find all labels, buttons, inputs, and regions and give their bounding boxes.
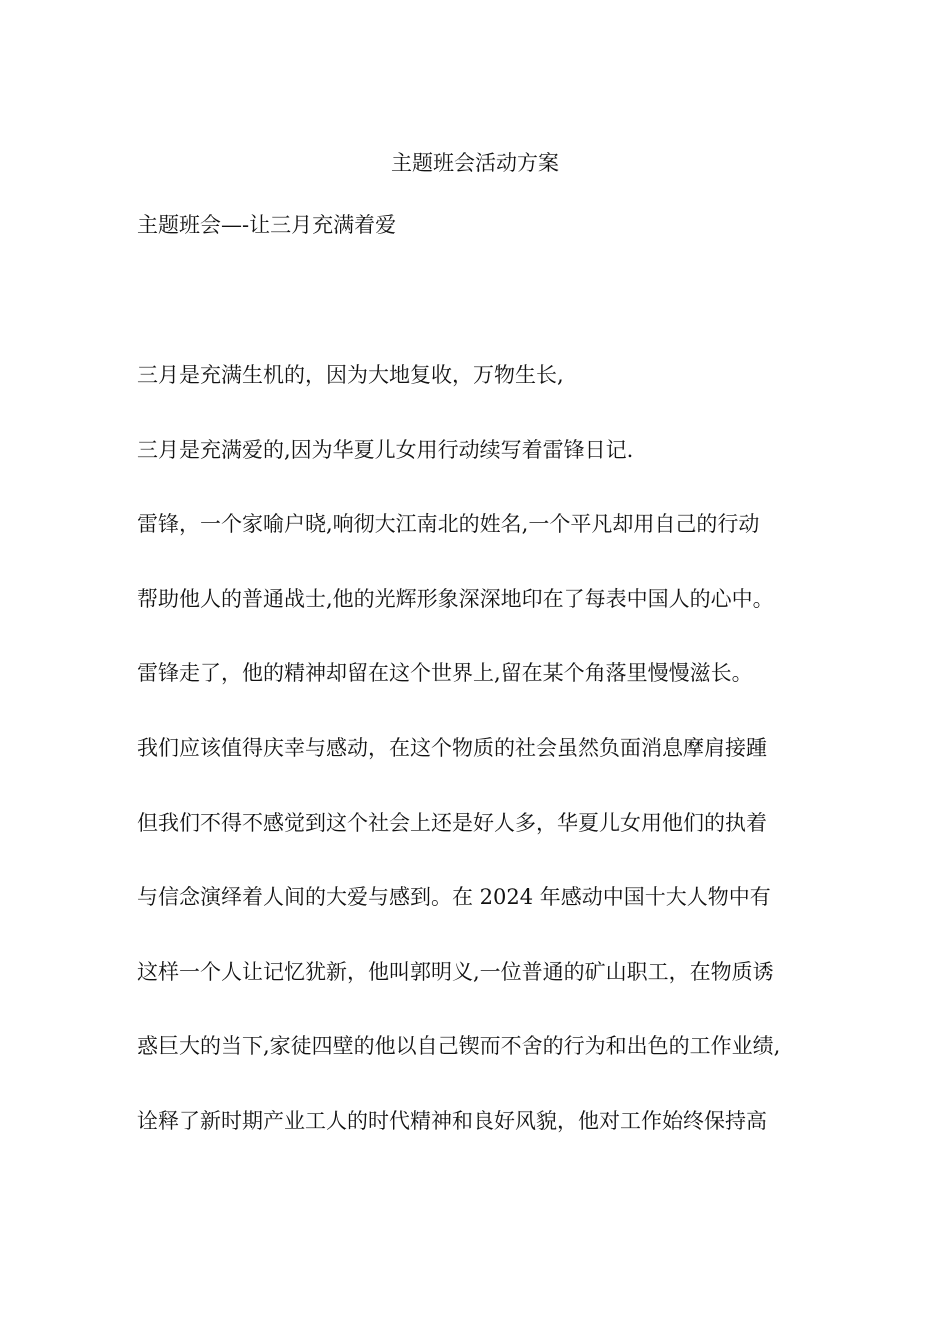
paragraph-line: 我们应该值得庆幸与感动，在这个物质的社会虽然负面消息摩肩接踵 bbox=[137, 736, 767, 760]
paragraph-line: 与信念演绎着人间的大爱与感到。在 2024 年感动中国十大人物中有 bbox=[137, 885, 771, 909]
paragraph-line: 这样一个人让记忆犹新，他叫郭明义,一位普通的矿山职工，在物质诱 bbox=[137, 960, 774, 984]
document-subtitle: 主题班会—-让三月充满着爱 bbox=[137, 213, 397, 237]
paragraph-line: 三月是充满生机的，因为大地复收，万物生长, bbox=[137, 363, 564, 387]
paragraph-line: 诠释了新时期产业工人的时代精神和良好风貌，他对工作始终保持高 bbox=[137, 1109, 767, 1133]
paragraph-line: 帮助他人的普通战士,他的光辉形象深深地印在了每表中国人的心中。 bbox=[137, 587, 774, 611]
document-title: 主题班会活动方案 bbox=[391, 151, 559, 175]
paragraph-line: 但我们不得不感觉到这个社会上还是好人多，华夏儿女用他们的执着 bbox=[137, 811, 767, 835]
paragraph-line: 雷锋，一个家喻户晓,响彻大江南北的姓名,一个平凡却用自己的行动 bbox=[137, 512, 760, 536]
paragraph-line: 惑巨大的当下,家徒四壁的他以自己锲而不舍的行为和出色的工作业绩, bbox=[137, 1034, 781, 1058]
paragraph-line: 雷锋走了，他的精神却留在这个世界上,留在某个角落里慢慢滋长。 bbox=[137, 661, 753, 685]
paragraph-line: 三月是充满爱的,因为华夏儿女用行动续写着雷锋日记. bbox=[137, 438, 634, 462]
